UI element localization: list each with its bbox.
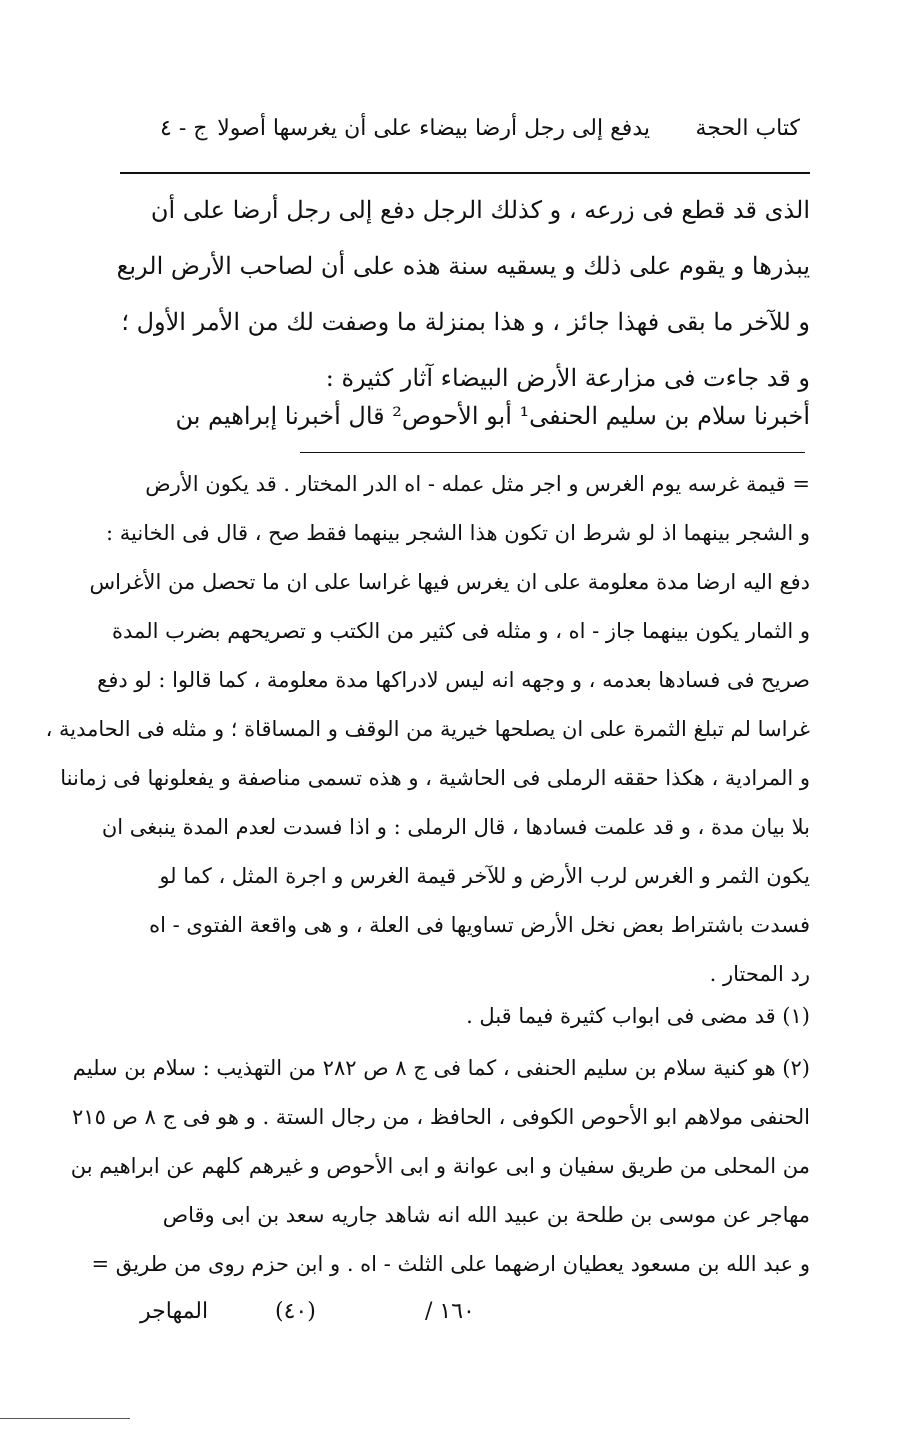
main-text-line: يبذرها و يقوم على ذلك و يسقيه سنة هذه على أن لصاحب الأرض الربع (116, 252, 810, 280)
footnote-line: من المحلى من طريق سفيان و ابى عوانة و ابى الأحوص و غيرهم كلهم عن ابراهيم بن (70, 1154, 810, 1178)
footnote-2 (70, 1044, 810, 1289)
footer-publisher: المهاجر (140, 1299, 209, 1324)
footnote-line: غراسا لم تبلغ الثمرة على ان يصلحها خيرية من الوقف و المساقاة ؛ و مثله فى الحامدية ، (45, 717, 810, 741)
footnote-continuation (45, 460, 810, 999)
main-text-line: و قد جاءت فى مزارعة الأرض البيضاء آثار كثيرة : (325, 364, 810, 392)
footnote-line: يكون الثمر و الغرس لرب الأرض و للآخر قيمة الغرس و اجرة المثل ، كما لو (159, 864, 810, 888)
footnote-line: رد المحتار . (709, 962, 810, 986)
page-footer (120, 1295, 810, 1335)
footnote-line: الحنفى مولاهم ابو الأحوص الكوفى ، الحافظ ، من رجال الستة . و هو فى ج ٨ ص ٢١٥ (72, 1105, 810, 1129)
footnote-divider (300, 452, 805, 453)
header-book-title: كتاب الحجة (695, 116, 800, 141)
running-header (120, 112, 800, 152)
footer-code: ١٦٠ / (425, 1299, 475, 1324)
header-chapter-title: يدفع إلى رجل أرضا بيضاء على أن يغرسها أصولا (217, 116, 650, 141)
footer-number: (٤٠) (275, 1299, 316, 1324)
header-volume: ج - ٤ (160, 116, 208, 141)
footnote-line: = قيمة غرسه يوم الغرس و اجر مثل عمله - اه الدر المختار . قد يكون الأرض (145, 472, 810, 496)
footnote-line: (١) قد مضى فى ابواب كثيرة فيما قبل . (466, 1004, 810, 1028)
footnote-line: فسدت باشتراط بعض نخل الأرض تساويها فى العلة ، و هى واقعة الفتوى - اه (149, 913, 810, 937)
main-text-isnad-line: أخبرنا سلام بن سليم الحنفى¹ أبو الأحوص² قال أخبرنا إبراهيم بن (175, 402, 810, 430)
header-divider (120, 172, 810, 174)
main-text-line: و للآخر ما بقى فهذا جائز ، و هذا بمنزلة ما وصفت لك من الأمر الأول ؛ (121, 308, 810, 336)
main-text (116, 182, 810, 406)
footnote-line: دفع اليه ارضا مدة معلومة على ان يغرس فيها غراسا على ان ما تحصل من الأغراس (89, 570, 810, 594)
footnote-line: (٢) هو كنية سلام بن سليم الحنفى ، كما فى ج ٨ ص ٢٨٢ من التهذيب : سلام بن سليم (72, 1056, 810, 1080)
footnote-line: بلا بيان مدة ، و قد علمت فسادها ، قال الرملى : و اذا فسدت لعدم المدة ينبغى ان (101, 815, 810, 839)
footnote-line: و المرادية ، هكذا حققه الرملى فى الحاشية ، و هذه تسمى مناصفة و يفعلونها فى زماننا (60, 766, 810, 790)
footnote-line: و الشجر بينهما اذ لو شرط ان تكون هذا الشجر بينهما فقط صح ، قال فى الخانية : (106, 521, 810, 545)
footnote-line: مهاجر عن موسى بن طلحة بن عبيد الله انه شاهد جاريه سعد بن ابى وقاص (162, 1203, 810, 1227)
footnote-line: و الثمار يكون بينهما جاز - اه ، و مثله فى كثير من الكتب و تصريحهم بضرب المدة (112, 619, 810, 643)
footnote-line: صريح فى فسادها بعدمه ، و وجهه انه ليس لادراكها مدة معلومة ، كما قالوا : لو دفع (97, 668, 810, 692)
main-text-line: الذى قد قطع فى زرعه ، و كذلك الرجل دفع إلى رجل أرضا على أن (150, 196, 810, 224)
footnote-1 (120, 992, 810, 1041)
bottom-edge-line (0, 1418, 130, 1419)
footnote-line: و عبد الله بن مسعود يعطيان ارضهما على الثلث - اه . و ابن حزم روى من طريق = (91, 1252, 810, 1276)
